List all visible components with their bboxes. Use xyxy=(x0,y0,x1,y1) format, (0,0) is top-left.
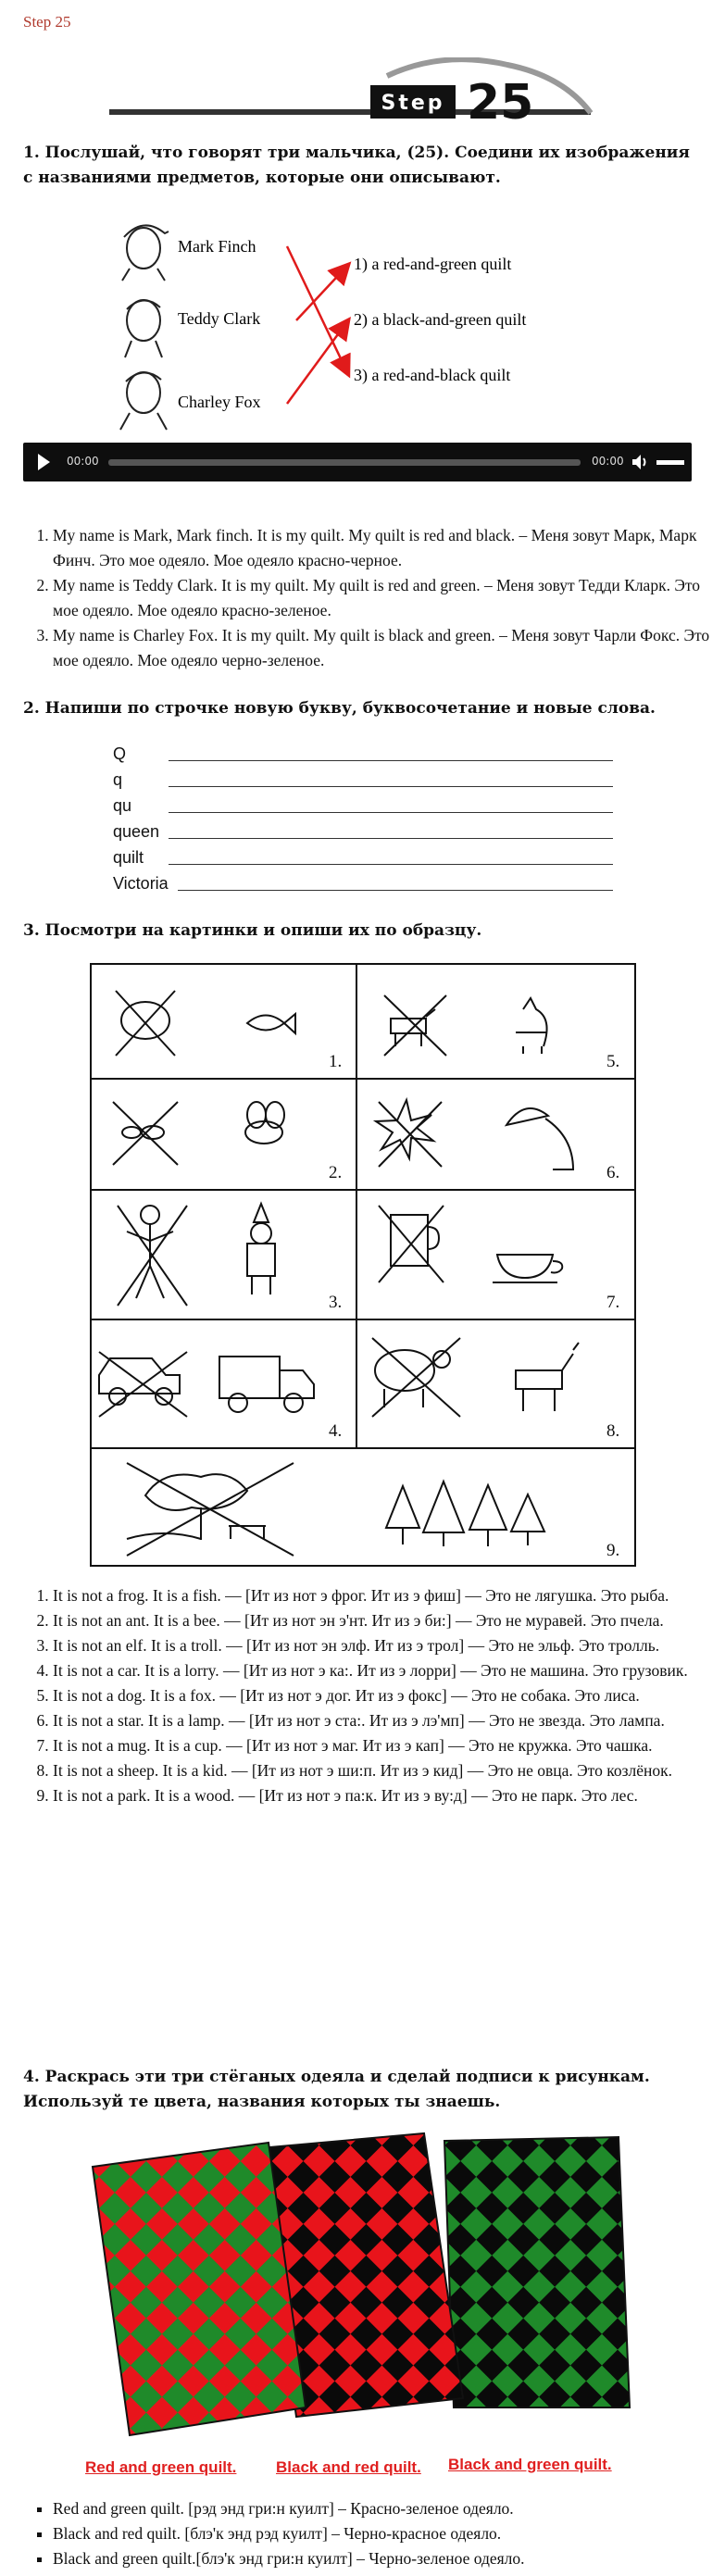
step-banner xyxy=(109,57,609,131)
list-item: 8. It is not a sheep. It is a kid. — [Ит из нот э ши:п. Ит из э кид] — Это не овца. Это козлёнок. xyxy=(53,1758,712,1783)
cell-number: 7. xyxy=(606,1293,620,1312)
boy-name: Charley Fox xyxy=(178,393,261,411)
list-item: 5. It is not a dog. It is a fox. — [Ит из нот э дог. Ит из э фокс] — Это не собака. Это лиса. xyxy=(53,1683,712,1708)
task1-illustration xyxy=(111,211,593,433)
boy-teddy-icon xyxy=(125,300,162,357)
list-item: 1. It is not a frog. It is a fish. — [Ит из нот э фрог. Ит из э фиш] — Это не лягушка. Это рыба. xyxy=(53,1583,712,1608)
match-arrow xyxy=(287,320,348,404)
list-item: ▪ Black and green quilt.[блэ'к энд гри:н куилт] – Черно-зеленое одеяло. xyxy=(53,2546,712,2571)
writing-line: q xyxy=(113,767,613,793)
cell-number: 4. xyxy=(329,1421,343,1441)
task1-title: 1. Послушай, что говорят три мальчика, (25). Соедини их изображения с названиями предметов, которые они описывают. xyxy=(23,144,690,187)
time-current: 00:00 xyxy=(67,455,99,468)
task2-title: 2. Напиши по строчке новую букву, буквосочетание и новые слова. xyxy=(23,699,656,718)
list-item: 3. My name is Charley Fox. It is my quilt. My quilt is black and green. – Меня зовут Чарли Фокс. Это мое одеяло. Мое одеяло черно-зеленое. xyxy=(53,623,712,673)
boy-name: Teddy Clark xyxy=(178,309,261,328)
banner-word: Step xyxy=(381,92,445,115)
quilt-black-green xyxy=(444,2137,630,2407)
list-item: ▪ Red and green quilt. [рэд энд гри:н куилт] – Красно-зеленое одеяло. xyxy=(53,2496,712,2521)
answers4-list xyxy=(23,2496,712,2571)
writing-line: queen xyxy=(113,819,613,844)
cell-number: 6. xyxy=(606,1163,620,1182)
quilt-red-green xyxy=(93,2143,306,2435)
writing-line: quilt xyxy=(113,844,613,870)
volume-slider[interactable] xyxy=(656,460,684,465)
list-item: 7. It is not a mug. It is a cup. — [Ит из нот э маг. Ит из э кап] — Это не кружка. Это чашка. xyxy=(53,1733,712,1758)
writing-line: qu xyxy=(113,793,613,819)
volume-icon[interactable] xyxy=(631,452,651,476)
progress-bar[interactable] xyxy=(108,459,581,466)
writing-line: Q xyxy=(113,741,613,767)
time-total: 00:00 xyxy=(592,455,624,468)
picture-grid xyxy=(90,963,636,1567)
list-item: 2. It is not an ant. It is a bee. — [Ит из нот эн э'нт. Ит из э би:] — Это не муравей. Это пчела. xyxy=(53,1608,712,1633)
answers3-list xyxy=(23,1583,712,1808)
list-item: 6. It is not a star. It is a lamp. — [Ит из нот э ста:. Ит из э лэ'мп] — Это не звезда. Это лампа. xyxy=(53,1708,712,1733)
audio-player xyxy=(23,443,692,481)
list-item: 3. It is not an elf. It is a troll. — [Ит из нот эн элф. Ит из э трол] — Это не эльф. Это тролль. xyxy=(53,1633,712,1658)
list-item: 4. It is not a car. It is a lorry. — [Ит из нот э ка:. Ит из э лорри] — Это не машина. Это грузовик. xyxy=(53,1658,712,1683)
cell-number: 3. xyxy=(329,1293,343,1312)
play-icon[interactable] xyxy=(38,454,50,470)
quilt-option: 2) a black-and-green quilt xyxy=(354,310,527,329)
boy-charley-icon xyxy=(120,372,167,430)
quilt-option: 3) a red-and-black quilt xyxy=(354,366,511,384)
writing-line: Victoria xyxy=(113,870,613,896)
step-link[interactable]: Step 25 xyxy=(23,13,71,31)
cell-number: 5. xyxy=(606,1052,620,1071)
list-item: ▪ Black and red quilt. [блэ'к энд рэд куилт] – Черно-красное одеяло. xyxy=(53,2521,712,2546)
quilt-caption: Black and red quilt. xyxy=(276,2458,421,2476)
quilt-caption: Red and green quilt. xyxy=(85,2458,237,2476)
match-arrow xyxy=(287,246,348,374)
answers1-list xyxy=(23,523,712,673)
list-item: 2. My name is Teddy Clark. It is my quilt. My quilt is red and green. – Меня зовут Тедди Кларк. Это мое одеяло. Мое одеяло красно-зеленое. xyxy=(53,573,712,623)
quilt-option: 1) a red-and-green quilt xyxy=(354,255,512,273)
task3-title: 3. Посмотри на картинки и опиши их по образцу. xyxy=(23,921,482,940)
quilts-illustration xyxy=(83,2130,639,2454)
boy-name: Mark Finch xyxy=(178,237,256,256)
cell-number: 2. xyxy=(329,1163,343,1182)
quilt-caption: Black and green quilt. xyxy=(448,2456,612,2473)
writing-lines xyxy=(113,741,613,896)
cell-number: 9. xyxy=(606,1541,620,1560)
match-arrow xyxy=(296,265,348,320)
list-item: 9. It is not a park. It is a wood. — [Ит из нот э па:к. Ит из э ву:д] — Это не парк. Это лес. xyxy=(53,1783,712,1808)
cell-number: 8. xyxy=(606,1421,620,1441)
banner-number: 25 xyxy=(467,75,534,131)
task4-title: 4. Раскрась эти три стёганых одеяла и сделай подписи к рисункам. Используй те цвета, названия которых ты знаешь. xyxy=(23,2068,650,2111)
cell-number: 1. xyxy=(329,1052,343,1071)
list-item: 1. My name is Mark, Mark finch. It is my quilt. My quilt is red and black. – Меня зовут Марк, Марк Финч. Это мое одеяло. Мое одеяло красно-черное. xyxy=(53,523,712,573)
boy-mark-icon xyxy=(122,225,169,281)
